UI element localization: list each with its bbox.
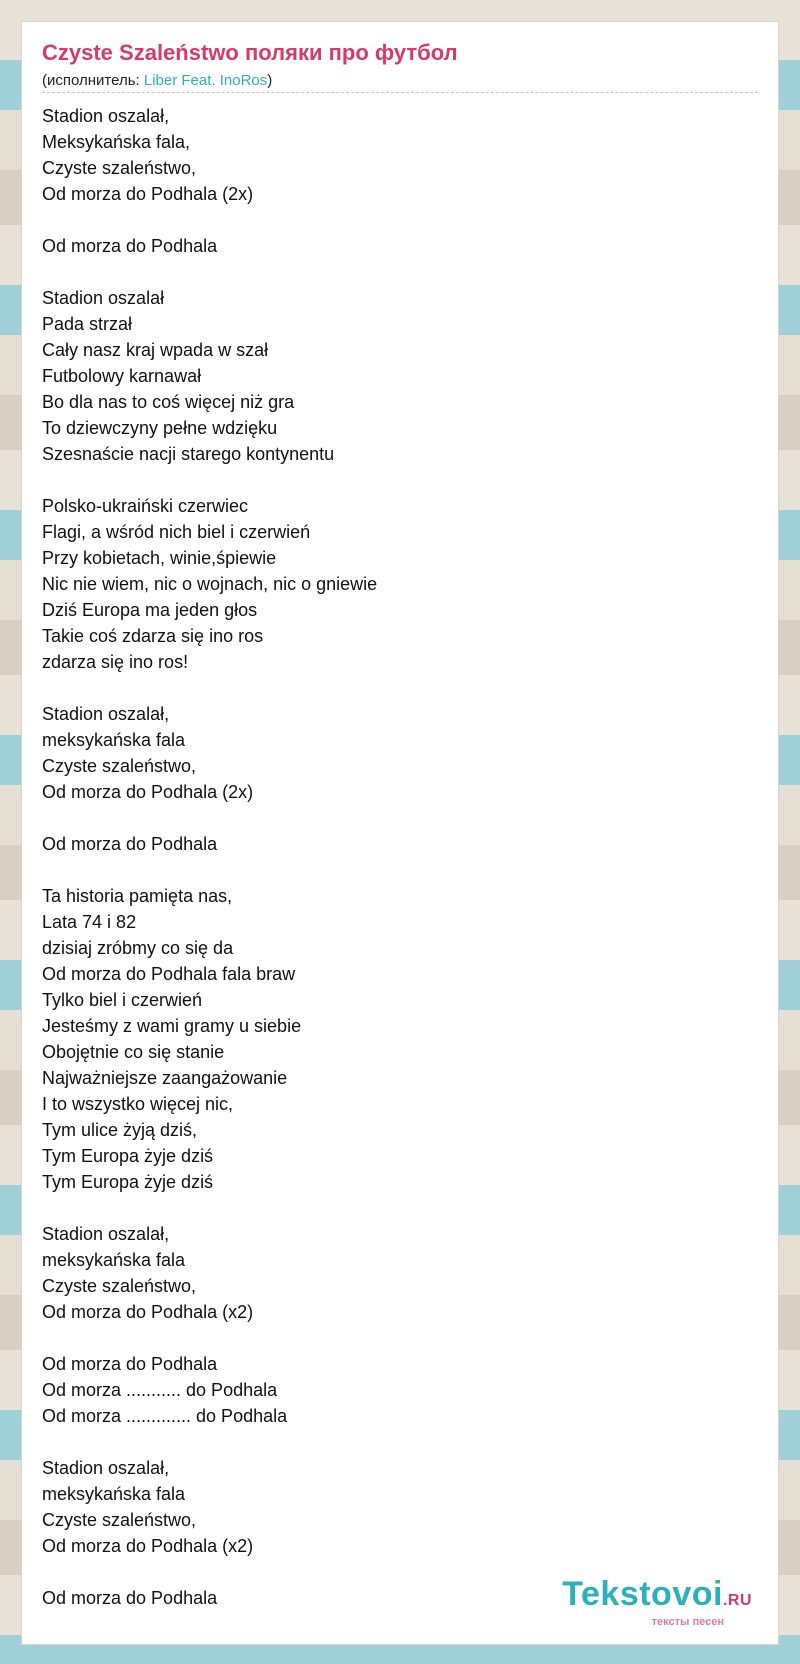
site-logo[interactable] (562, 1577, 752, 1628)
artist-prefix: (исполнитель: (42, 72, 144, 89)
lyric-line: zdarza się ino ros! (42, 652, 189, 672)
artist-link[interactable]: Liber Feat. InoRos (143, 72, 268, 89)
lyric-line: Obojętnie co się stanie (42, 1042, 225, 1062)
lyric-line: Cały nasz kraj wpada w szał (42, 340, 269, 360)
lyric-line: Bo dla nas to coś więcej niż gra (42, 392, 295, 412)
lyric-line: Od morza do Podhala (x2) (42, 1302, 254, 1322)
lyric-line: Szesnaście nacji starego kontynentu (42, 444, 335, 464)
lyrics-stanza (42, 493, 377, 675)
lyric-line: Stadion oszalał, (42, 106, 170, 126)
lyric-line: Od morza do Podhala (42, 1354, 218, 1374)
lyric-line: Tym Europa żyje dziś (42, 1146, 214, 1166)
lyric-line: Przy kobietach, winie,śpiewie (42, 548, 277, 568)
lyrics-stanza (42, 1351, 377, 1429)
lyric-line: Dziś Europa ma jeden głos (42, 600, 258, 620)
lyric-line: Od morza ........... do Podhala (42, 1380, 278, 1400)
lyrics-stanza (42, 233, 377, 259)
lyric-line: Flagi, a wśród nich biel i czerwień (42, 522, 311, 542)
lyric-line: Czyste szaleństwo, (42, 158, 197, 178)
logo-tld: .RU (722, 1592, 752, 1609)
artist-line (42, 72, 272, 89)
lyric-line: Najważniejsze zaangażowanie (42, 1068, 288, 1088)
lyric-line: Stadion oszalał, (42, 1224, 170, 1244)
lyric-line: Od morza do Podhala (2x) (42, 782, 254, 802)
lyric-line: Od morza do Podhala fala braw (42, 964, 296, 984)
lyrics-stanza (42, 831, 377, 857)
lyric-line: Tym ulice żyją dziś, (42, 1120, 198, 1140)
lyric-line: Stadion oszalał, (42, 1458, 170, 1478)
lyrics-card (22, 22, 778, 1644)
lyric-line: Ta historia pamięta nas, (42, 886, 233, 906)
lyric-line: Nic nie wiem, nic o wojnach, nic o gniewie (42, 574, 378, 594)
lyric-line: Czyste szaleństwo, (42, 1276, 197, 1296)
lyric-line: Tym Europa żyje dziś (42, 1172, 214, 1192)
song-title: Czyste Szaleństwo поляки про футбол (42, 40, 458, 65)
lyric-line: Polsko-ukraiński czerwiec (42, 496, 249, 516)
lyric-line: Czyste szaleństwo, (42, 1510, 197, 1530)
artist-suffix: ) (267, 72, 273, 89)
lyric-line: Stadion oszalał (42, 288, 165, 308)
lyric-line: Jesteśmy z wami gramy u siebie (42, 1016, 302, 1036)
lyric-line: Od morza do Podhala (42, 834, 218, 854)
lyric-line: meksykańska fala (42, 1250, 186, 1270)
lyric-line: Meksykańska fala, (42, 132, 191, 152)
lyric-line: Od morza do Podhala (2x) (42, 184, 254, 204)
lyric-line: To dziewczyny pełne wdzięku (42, 418, 278, 438)
lyric-line: I to wszystko więcej nic, (42, 1094, 234, 1114)
lyric-line: dzisiaj zróbmy co się da (42, 938, 234, 958)
lyrics-stanza (42, 883, 377, 1195)
lyrics-stanza (42, 1455, 377, 1559)
logo-tagline: тексты песен (651, 1616, 724, 1628)
lyric-line: Lata 74 i 82 (42, 912, 137, 932)
lyrics-text (42, 103, 377, 1637)
lyric-line: Takie coś zdarza się ino ros (42, 626, 264, 646)
lyric-line: Od morza do Podhala (42, 236, 218, 256)
lyrics-stanza (42, 103, 377, 207)
lyric-line: Czyste szaleństwo, (42, 756, 197, 776)
lyric-line: Od morza do Podhala (42, 1588, 218, 1608)
lyric-line: Pada strzał (42, 314, 133, 334)
title-divider (42, 92, 758, 93)
lyric-line: meksykańska fala (42, 1484, 186, 1504)
lyrics-stanza (42, 1585, 377, 1611)
lyric-line: Stadion oszalał, (42, 704, 170, 724)
lyrics-stanza (42, 285, 377, 467)
lyric-line: Od morza do Podhala (x2) (42, 1536, 254, 1556)
lyric-line: Futbolowy karnawał (42, 366, 202, 386)
logo-name: Tekstovoi (562, 1575, 723, 1613)
lyrics-stanza (42, 701, 377, 805)
lyric-line: Tylko biel i czerwień (42, 990, 203, 1010)
lyrics-stanza (42, 1221, 377, 1325)
lyric-line: meksykańska fala (42, 730, 186, 750)
lyric-line: Od morza ............. do Podhala (42, 1406, 288, 1426)
